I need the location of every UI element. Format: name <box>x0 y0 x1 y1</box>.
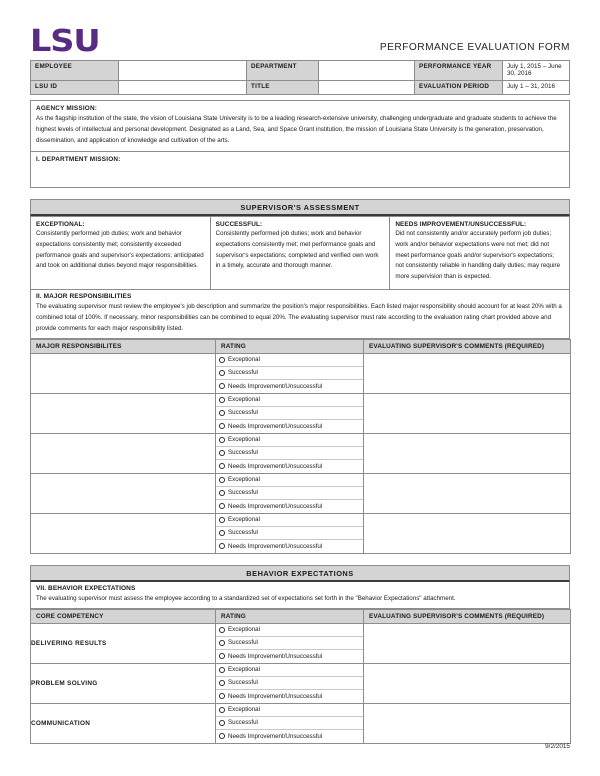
employee-field[interactable] <box>119 61 247 81</box>
rating-group[interactable] <box>216 353 364 393</box>
rating-option-label: Exceptional <box>228 436 260 444</box>
rating-option-successful[interactable] <box>216 367 363 380</box>
table-row <box>31 217 570 289</box>
rating-option-exceptional[interactable] <box>216 434 363 447</box>
footer-date: 9/2/2015 <box>545 743 570 750</box>
rating-option-exceptional[interactable] <box>216 354 363 367</box>
table-row <box>31 393 571 433</box>
table-row <box>31 663 571 703</box>
definition-text: Consistently performed job duties; work and behavior expectations consistently met; met performance goals and supervisor's expectations; completed and verified own work in a timely, accurate and thorough manner. <box>215 230 379 270</box>
rating-option-label: Exceptional <box>228 516 260 524</box>
radio-icon[interactable] <box>219 370 225 376</box>
rating-option-label: Needs Improvement/Unsuccessful <box>228 692 323 700</box>
agency-mission-text: As the flagship institution of the state, the vision of Louisiana State University is to be a leading research-extensive university, challenging undergraduate and graduate students to achieve the highest levels of intellectual and personal development. Designated as a Land, Sea, and Space Grant institution, the mission of Louisiana State University is the generation, preservation, dissemination, and application of knowledge and cultivation of the arts. <box>36 114 557 144</box>
radio-icon[interactable] <box>219 693 225 699</box>
comments-field[interactable] <box>364 513 571 553</box>
radio-icon[interactable] <box>219 490 225 496</box>
rating-option-label: Exceptional <box>228 356 260 364</box>
radio-icon[interactable] <box>219 357 225 363</box>
comments-field[interactable] <box>364 623 571 663</box>
lsu-id-field[interactable] <box>119 80 247 94</box>
radio-icon[interactable] <box>219 477 225 483</box>
rating-definitions-table <box>30 216 570 289</box>
radio-icon[interactable] <box>219 640 225 646</box>
radio-icon[interactable] <box>219 437 225 443</box>
rating-group[interactable] <box>216 393 364 433</box>
responsibility-field[interactable] <box>31 353 216 393</box>
rating-option-label: Exceptional <box>228 706 260 714</box>
rating-option-label: Successful <box>228 489 258 497</box>
column-header-responsibilities: MAJOR RESPONSIBILITES <box>31 339 216 353</box>
rating-option-label: Exceptional <box>228 396 260 404</box>
rating-option-label: Successful <box>228 409 258 417</box>
rating-option-label: Needs Improvement/Unsuccessful <box>228 732 323 740</box>
rating-option-label: Successful <box>228 529 258 537</box>
rating-option-label: Needs Improvement/Unsuccessful <box>228 502 323 510</box>
rating-option-needs-improvement[interactable] <box>216 500 363 513</box>
responsibility-field[interactable] <box>31 433 216 473</box>
comments-field[interactable] <box>364 473 571 513</box>
behavior-expectations-band: BEHAVIOR EXPECTATIONS <box>30 565 570 582</box>
rating-option-successful[interactable] <box>216 527 363 540</box>
radio-icon[interactable] <box>219 667 225 673</box>
comments-field[interactable] <box>364 433 571 473</box>
employee-info-table <box>30 60 570 95</box>
radio-icon[interactable] <box>219 410 225 416</box>
radio-icon[interactable] <box>219 383 225 389</box>
rating-option-label: Needs Improvement/Unsuccessful <box>228 542 323 550</box>
rating-option-label: Needs Improvement/Unsuccessful <box>228 652 323 660</box>
competency-label: COMMUNICATION <box>31 703 216 743</box>
masthead <box>30 18 570 59</box>
table-header-row <box>31 609 571 623</box>
rating-group[interactable] <box>216 663 364 703</box>
competency-label: PROBLEM SOLVING <box>31 663 216 703</box>
table-row <box>31 61 570 81</box>
lsu-id-label: LSU ID <box>31 80 119 94</box>
definition-heading: NEEDS IMPROVEMENT/UNSUCCESSFUL: <box>395 221 527 229</box>
rating-option-label: Needs Improvement/Unsuccessful <box>228 462 323 470</box>
responsibility-field[interactable] <box>31 473 216 513</box>
comments-field[interactable] <box>364 393 571 433</box>
radio-icon[interactable] <box>219 627 225 633</box>
agency-mission-block <box>30 100 570 153</box>
rating-option-label: Exceptional <box>228 476 260 484</box>
rating-option-needs-improvement[interactable] <box>216 540 363 553</box>
definition-exceptional <box>31 217 211 289</box>
table-row <box>31 80 570 94</box>
rating-option-exceptional[interactable] <box>216 664 363 677</box>
performance-year-label: PERFORMANCE YEAR <box>415 61 503 81</box>
radio-icon[interactable] <box>219 463 225 469</box>
rating-option-label: Needs Improvement/Unsuccessful <box>228 382 323 390</box>
major-responsibilities-table <box>30 339 571 554</box>
radio-icon[interactable] <box>219 397 225 403</box>
behavior-expectations-intro <box>30 582 570 609</box>
department-label: DEPARTMENT <box>247 61 319 81</box>
radio-icon[interactable] <box>219 517 225 523</box>
rating-group[interactable] <box>216 703 364 743</box>
rating-option-exceptional[interactable] <box>216 474 363 487</box>
title-label: TITLE <box>247 80 319 94</box>
lsu-logo: LSU <box>30 23 100 59</box>
rating-option-successful[interactable] <box>216 407 363 420</box>
rating-option-label: Successful <box>228 639 258 647</box>
rating-option-label: Successful <box>228 679 258 687</box>
column-header-core-competency: CORE COMPETENCY <box>31 609 216 623</box>
table-row <box>31 623 571 663</box>
rating-option-label: Needs Improvement/Unsuccessful <box>228 422 323 430</box>
rating-option-successful[interactable] <box>216 677 363 690</box>
responsibility-field[interactable] <box>31 513 216 553</box>
rating-option-label: Successful <box>228 719 258 727</box>
major-responsibilities-heading: II. MAJOR RESPONSIBILITIES <box>36 292 132 300</box>
rating-option-label: Successful <box>228 449 258 457</box>
rating-option-label: Exceptional <box>228 666 260 674</box>
rating-group[interactable] <box>216 473 364 513</box>
rating-option-exceptional[interactable] <box>216 704 363 717</box>
definition-text: Did not consistently and/or accurately perform job duties; work and/or behavior expectations were not met; did not meet performance goals and/or supervisor's expectations; not consistently reliable in handling daily duties; may require more supervision than is expected. <box>395 230 561 280</box>
rating-group[interactable] <box>216 513 364 553</box>
rating-option-successful[interactable] <box>216 447 363 460</box>
page-title: PERFORMANCE EVALUATION FORM <box>379 42 570 53</box>
radio-icon[interactable] <box>219 707 225 713</box>
definition-heading: SUCCESSFUL: <box>215 221 263 229</box>
agency-mission-heading: AGENCY MISSION: <box>36 104 98 112</box>
radio-icon[interactable] <box>219 450 225 456</box>
rating-option-exceptional[interactable] <box>216 394 363 407</box>
comments-field[interactable] <box>364 703 571 743</box>
definition-text: Consistently performed job duties; work and behavior expectations consistently met; consistently exceeded performance goals and supervisor's expectations; anticipated and took on additional duties beyond major responsibilities. <box>36 230 204 270</box>
employee-label: EMPLOYEE <box>31 61 119 81</box>
major-responsibilities-intro <box>30 290 570 339</box>
supervisors-assessment-band: SUPERVISOR'S ASSESSMENT <box>30 199 570 216</box>
rating-option-exceptional[interactable] <box>216 514 363 527</box>
radio-icon[interactable] <box>219 720 225 726</box>
table-row <box>31 433 571 473</box>
title-field[interactable] <box>319 80 415 94</box>
competency-label: DELIVERING RESULTS <box>31 623 216 663</box>
comments-field[interactable] <box>364 353 571 393</box>
rating-option-label: Successful <box>228 369 258 377</box>
table-row <box>31 513 571 553</box>
rating-option-needs-improvement[interactable] <box>216 380 363 393</box>
radio-icon[interactable] <box>219 530 225 536</box>
rating-option-needs-improvement[interactable] <box>216 460 363 473</box>
rating-option-successful[interactable] <box>216 717 363 730</box>
definition-needs-improvement <box>390 217 570 289</box>
radio-icon[interactable] <box>219 653 225 659</box>
department-mission-block[interactable] <box>30 152 570 188</box>
behavior-expectations-text: The evaluating supervisor must assess the employee according to a standardized set of expectations set forth in the "Behavior Expectations" attachment. <box>36 594 456 602</box>
major-responsibilities-text: The evaluating supervisor must review the employee's job description and summarize the position's major responsibilities. Each listed major responsibility should account for at least 20% with a combined total of 100%. If necessary, minor responsibilities can be combined to equal 20%. The evaluating supervisor must rate according to the evaluation rating chart provided above and provide comments for each major responsibility listed. <box>36 302 562 332</box>
table-header-row <box>31 339 571 353</box>
rating-group[interactable] <box>216 433 364 473</box>
rating-option-successful[interactable] <box>216 637 363 650</box>
radio-icon[interactable] <box>219 503 225 509</box>
department-field[interactable] <box>319 61 415 81</box>
rating-option-needs-improvement[interactable] <box>216 690 363 703</box>
definition-heading: EXCEPTIONAL: <box>36 221 85 229</box>
column-header-comments: EVALUATING SUPERVISOR'S COMMENTS (REQUIRED) <box>364 609 571 623</box>
rating-option-label: Exceptional <box>228 626 260 634</box>
behavior-expectations-table <box>30 609 571 744</box>
table-row <box>31 473 571 513</box>
rating-option-needs-improvement[interactable] <box>216 420 363 433</box>
department-mission-heading: I. DEPARTMENT MISSION: <box>36 156 121 164</box>
column-header-rating: RATING <box>216 609 364 623</box>
rating-group[interactable] <box>216 623 364 663</box>
radio-icon[interactable] <box>219 423 225 429</box>
performance-year-field[interactable]: July 1, 2015 – June 30, 2016 <box>503 61 570 81</box>
column-header-rating: RATING <box>216 339 364 353</box>
rating-option-exceptional[interactable] <box>216 624 363 637</box>
definition-successful <box>210 217 390 289</box>
radio-icon[interactable] <box>219 733 225 739</box>
column-header-comments: EVALUATING SUPERVISOR'S COMMENTS (REQUIRED) <box>364 339 571 353</box>
table-row <box>31 703 571 743</box>
evaluation-period-field[interactable]: July 1 – 31, 2016 <box>503 80 570 94</box>
responsibility-field[interactable] <box>31 393 216 433</box>
rating-option-needs-improvement[interactable] <box>216 730 363 743</box>
table-row <box>31 353 571 393</box>
rating-option-successful[interactable] <box>216 487 363 500</box>
rating-option-needs-improvement[interactable] <box>216 650 363 663</box>
radio-icon[interactable] <box>219 543 225 549</box>
evaluation-period-label: EVALUATION PERIOD <box>415 80 503 94</box>
comments-field[interactable] <box>364 663 571 703</box>
radio-icon[interactable] <box>219 680 225 686</box>
behavior-expectations-heading: VII. BEHAVIOR EXPECTATIONS <box>36 584 136 592</box>
